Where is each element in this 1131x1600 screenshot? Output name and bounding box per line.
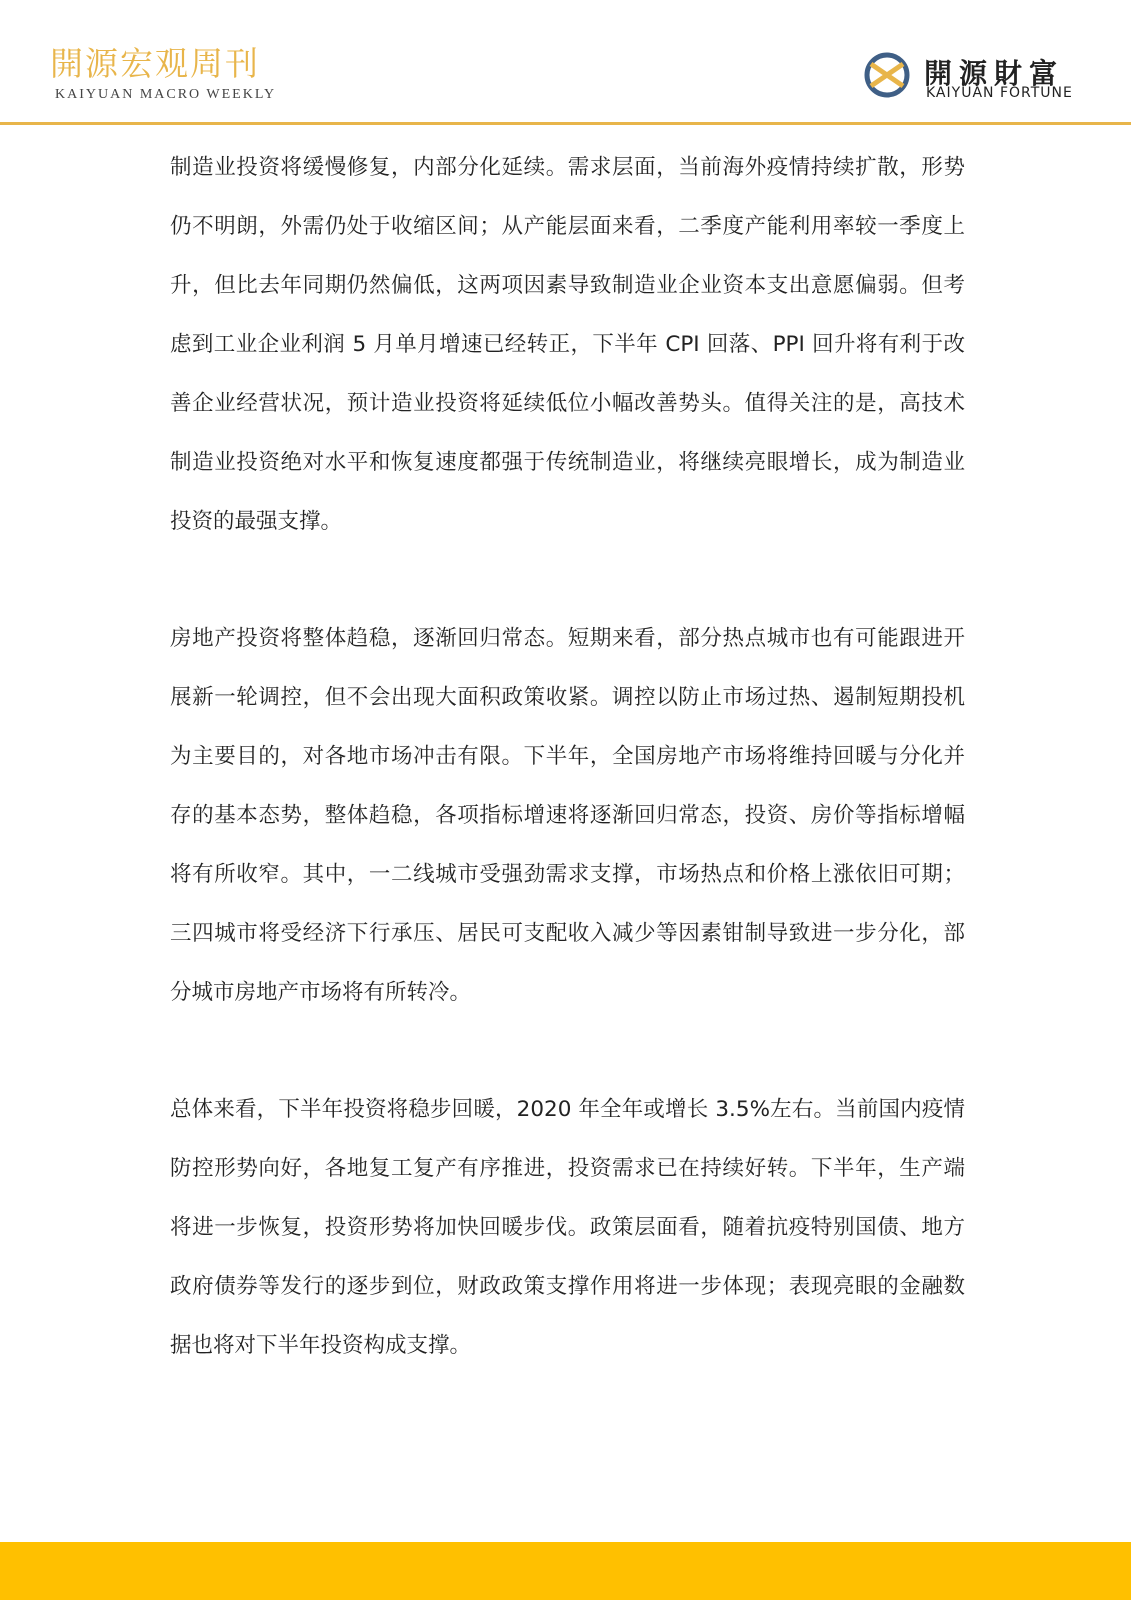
paragraph-real-estate: 房地产投资将整体趋稳，逐渐回归常态。短期来看，部分热点城市也有可能跟进开展新一轮调控，但不会出现大面积政策收紧。调控以防止市场过热、遏制短期投机为主要目的，对各地市场冲击有限。下半年，全国房地产市场将维持回暖与分化并存的基本态势，整体趋稳，各项指标增速将逐渐回归常态，投资、房价等指标增幅将有所收窄。其中，一二线城市受强劲需求支撑，市场热点和价格上涨依旧可期；三四城市将受经济下行承压、居民可支配收入减少等因素钳制导致进一步分化，部分城市房地产市场将有所转冷。: [170, 626, 965, 1005]
paragraph-manufacturing: 制造业投资将缓慢修复，内部分化延续。需求层面，当前海外疫情持续扩散，形势仍不明朗，外需仍处于收缩区间；从产能层面来看，二季度产能利用率较一季度上升，但比去年同期仍然偏低，这两项因素导致制造业企业资本支出意愿偏弱。但考虑到工业企业利润 5 月单月增速已经转正，下半年 CPI 回落、PPI 回升将有利于改善企业经营状况，预计造业投资将延续低位小幅改善势头。值得关注的是，高技术制造业投资绝对水平和恢复速度都强于传统制造业，将继续亮眼增长，成为制造业投资的最强支撑。: [170, 155, 965, 534]
footer-band: [0, 1542, 1131, 1600]
publication-title: 開源宏观周刊: [50, 44, 260, 83]
company-logo: [862, 50, 1092, 110]
paragraph-summary: 总体来看，下半年投资将稳步回暖，2020 年全年或增长 3.5%左右。当前国内疫情防控形势向好，各地复工复产有序推进，投资需求已在持续好转。下半年，生产端将进一步恢复，投资形势将加快回暖步伐。政策层面看，随着抗疫特别国债、地方政府债券等发行的逐步到位，财政政策支撑作用将进一步体现；表现亮眼的金融数据也将对下半年投资构成支撑。: [170, 1097, 965, 1358]
page-header: [0, 0, 1131, 125]
logo-text-cn: 開源財富: [924, 57, 1065, 90]
article-body: [170, 138, 965, 1433]
publication-subtitle: KAIYUAN MACRO WEEKLY: [55, 87, 277, 102]
header-divider: [0, 122, 1131, 125]
kaiyuan-logo-icon: [862, 50, 912, 100]
logo-text-en: KAIYUAN FORTUNE: [926, 85, 1073, 101]
